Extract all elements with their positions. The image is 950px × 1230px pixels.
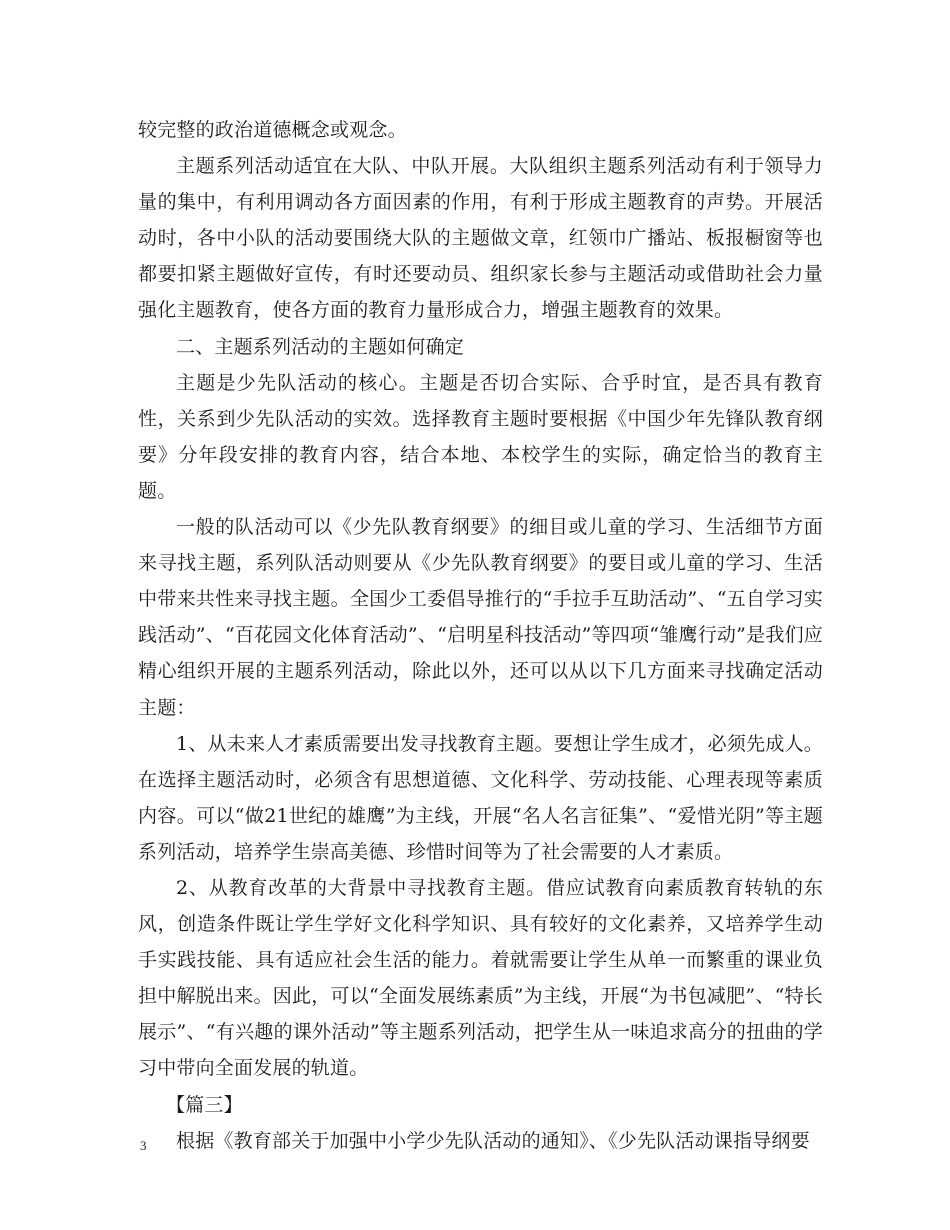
paragraph-continuation: 较完整的政治道德概念或观念。: [138, 119, 407, 141]
paragraph-series-activities: 主题系列活动适宜在大队、中队开展。大队组织主题系列活动有利于领导力量的集中，有利用调动各方面因素的作用，有利于形成主题教育的声势。开展活动时，各中小队的活动要围绕大队的主题做文章，红领巾广播站、板报橱窗等也都要扣紧主题做好宣传，有时还要动员、组织家长参与主题活动或借助社会力量强化主题教育，使各方面的教育力量形成合力，增强主题教育的效果。: [138, 155, 823, 322]
paragraph-point-2: 2、从教育改革的大背景中寻找教育主题。借应试教育向素质教育转轨的东风，创造条件既让学生学好文化科学知识、具有较好的文化素养，又培养学生动手实践技能、具有适应社会生活的能力。着就需要让学生从单一而繁重的课业负担中解脱出来。因此，可以“全面发展练素质”为主线，开展“为书包减肥”、“特长展示”、“有兴趣的课外活动”等主题系列活动，把学生从一味追求高分的扭曲的学习中带向全面发展的轨道。: [138, 876, 823, 1080]
page-number: 3: [140, 1138, 147, 1153]
paragraph-theme-core: 主题是少先队活动的核心。主题是否切合实际、合乎时宜，是否具有教育性，关系到少先队活动的实效。选择教育主题时要根据《中国少年先锋队教育纲要》分年段安排的教育内容，结合本地、本校学生的实际，确定恰当的教育主题。: [138, 371, 823, 502]
document-body: [138, 112, 823, 1159]
paragraph-point-1: 1、从未来人才素质需要出发寻找教育主题。要想让学生成才，必须先成人。在选择主题活动时，必须含有思想道德、文化科学、劳动技能、心理表现等素质内容。可以“做21世纪的雄鹰”为主线，开展“名人名言征集”、“爱惜光阴”等主题系列活动，培养学生崇高美德、珍惜时间等为了社会需要的人才素质。: [138, 732, 823, 863]
paragraph-general-activities: 一般的队活动可以《少先队教育纲要》的细目或儿童的学习、生活细节方面来寻找主题，系列队活动则要从《少先队教育纲要》的要目或儿童的学习、生活中带来共性来寻找主题。全国少工委倡导推行的“手拉手互助活动”、“五自学习实践活动”、“百花园文化体育活动”、“启明星科技活动”等四项“雏鹰行动”是我们应精心组织开展的主题系列活动，除此以外，还可以从以下几方面来寻找确定活动主题：: [138, 516, 823, 719]
paragraph-part-three-intro: 根据《教育部关于加强中小学少先队活动的通知》、《少先队活动课指导纲要: [176, 1129, 810, 1152]
section-heading-part-three: 【篇三】: [166, 1093, 243, 1116]
section-heading-theme: 二、主题系列活动的主题如何确定: [176, 335, 465, 358]
